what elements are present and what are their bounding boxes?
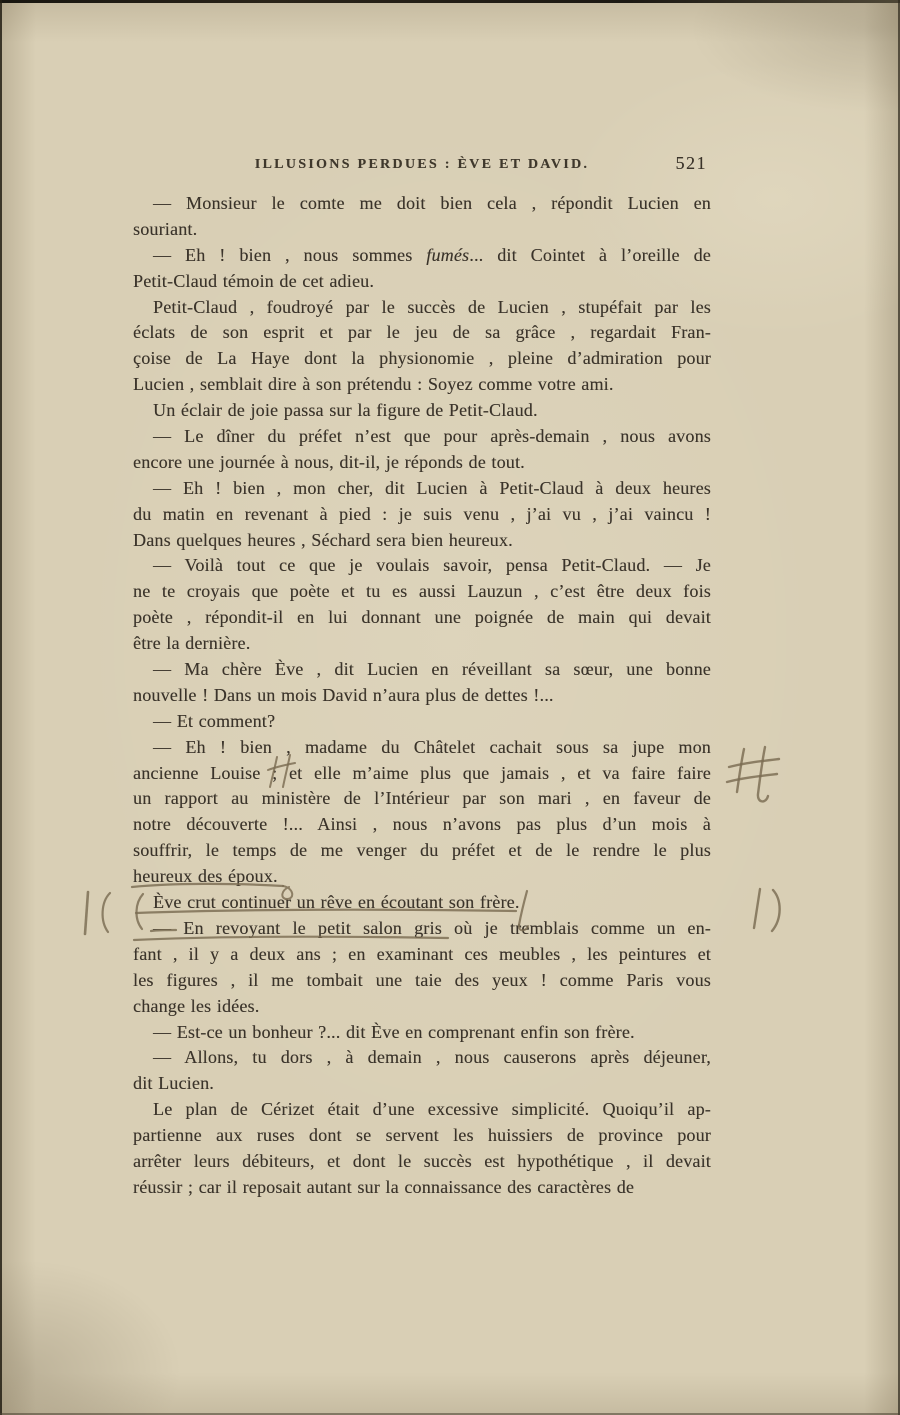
text-line xyxy=(133,450,711,476)
text-segment: — Le dîner du préfet n’est que pour après-demain , nous avons xyxy=(153,426,711,447)
text-line xyxy=(133,968,711,994)
text-segment: Un éclair de joie passa sur la figure de Petit-Claud. xyxy=(153,400,538,421)
scan-edge-top xyxy=(0,0,900,3)
text-line xyxy=(133,502,711,528)
text-segment: — Eh ! bien , nous sommes xyxy=(153,244,427,265)
text-block xyxy=(133,191,711,1201)
text-segment: arrêter leurs débiteurs, et dont le succès est hypothétique , il devait xyxy=(133,1150,711,1171)
italic-text: fumés xyxy=(426,244,470,265)
text-line xyxy=(133,269,711,295)
text-segment: nouvelle ! Dans un mois David n’aura plus de dettes !... xyxy=(133,684,554,705)
page-number: 521 xyxy=(675,153,707,173)
text-segment: Petit-Claud témoin de cet adieu. xyxy=(133,270,375,291)
text-segment: du matin en revenant à pied : je suis venu , j’ai vu , j’ai vaincu ! xyxy=(133,503,711,524)
text-segment: heureux des époux. xyxy=(133,866,278,887)
text-segment: — Est-ce un bonheur ?... dit Ève en comprenant enfin son frère. xyxy=(153,1021,635,1042)
margin-hash-mark-icon xyxy=(727,747,779,801)
text-segment: souriant. xyxy=(133,218,198,239)
text-line xyxy=(133,1149,711,1175)
text-line xyxy=(133,1020,711,1046)
text-segment: ancienne Louise ; et elle m’aime plus que jamais , et va faire faire xyxy=(133,762,711,783)
text-segment: un rapport au ministère de l’Intérieur par son mari , en faveur de xyxy=(133,788,711,809)
text-segment: éclats de son esprit et par le jeu de sa grâce , regardait Fran- xyxy=(133,322,711,343)
text-line xyxy=(133,786,711,812)
text-segment: — Allons, tu dors , à demain , nous causerons après déjeuner, xyxy=(153,1047,711,1068)
text-segment: notre découverte !... Ainsi , nous n’avons pas plus d’un mois à xyxy=(133,814,711,835)
text-segment: — En revoyant le petit salon gris où je tremblais comme un en- xyxy=(153,917,711,938)
text-segment: çoise de La Haye dont la physionomie , pleine d’admiration pour xyxy=(133,348,711,369)
text-line xyxy=(133,295,711,321)
text-line xyxy=(133,631,711,657)
text-segment: être la dernière. xyxy=(133,633,251,654)
left-margin-bar-mark xyxy=(85,892,110,934)
text-line xyxy=(133,735,711,761)
running-title: ILLUSIONS PERDUES : ÈVE ET DAVID. xyxy=(254,157,590,172)
text-segment: Petit-Claud , foudroyé par le succès de Lucien , stupéfait par les xyxy=(153,296,711,317)
text-segment: — Et comment? xyxy=(153,710,276,731)
text-line xyxy=(133,217,711,243)
text-segment: fant , il y a deux ans ; en examinant ces meubles , les peintures et xyxy=(133,943,711,964)
text-segment: ne te croyais que poète et tu es aussi Lauzun , c’est être deux fois xyxy=(133,581,711,602)
text-line xyxy=(133,683,711,709)
text-segment: — Eh ! bien , mon cher, dit Lucien à Petit-Claud à deux heures xyxy=(153,477,711,498)
text-line xyxy=(133,346,711,372)
text-line xyxy=(133,864,711,890)
text-line xyxy=(133,942,711,968)
right-margin-paren-mark xyxy=(754,889,780,931)
text-segment: — Ma chère Ève , dit Lucien en réveillant sa sœur, une bonne xyxy=(153,659,711,680)
text-segment: Dans quelques heures , Séchard sera bien heureux. xyxy=(133,529,513,550)
text-segment: Lucien , semblait dire à son prétendu : Soyez comme votre ami. xyxy=(133,374,614,395)
text-segment: les figures , il me tombait une taie des yeux ! comme Paris vous xyxy=(133,969,711,990)
text-line xyxy=(133,838,711,864)
text-segment: — Monsieur le comte me doit bien cela , répondit Lucien en xyxy=(153,193,711,213)
text-line xyxy=(133,553,711,579)
text-line xyxy=(133,1123,711,1149)
text-line xyxy=(133,709,711,735)
text-line xyxy=(133,476,711,502)
text-segment: souffrir, le temps de me venger du préfet et de le rendre le plus xyxy=(133,840,711,861)
text-line xyxy=(133,890,711,916)
text-segment: change les idées. xyxy=(133,995,260,1016)
text-segment: poète , répondit-il en lui donnant une poignée de main qui devait xyxy=(133,607,711,628)
text-segment: réussir ; car il reposait autant sur la connaissance des caractères de xyxy=(133,1176,635,1197)
running-header xyxy=(133,153,711,183)
text-line xyxy=(133,761,711,787)
text-line xyxy=(133,320,711,346)
text-segment: dit Lucien. xyxy=(133,1073,214,1094)
text-line xyxy=(133,1071,711,1097)
text-line xyxy=(133,1175,711,1201)
text-line xyxy=(133,398,711,424)
text-line xyxy=(133,812,711,838)
text-segment: — Eh ! bien , madame du Châtelet cachait sous sa jupe mon xyxy=(153,736,711,757)
text-segment: ... dit Cointet à l’oreille de xyxy=(469,244,711,265)
text-line xyxy=(133,916,711,942)
text-line xyxy=(133,1045,711,1071)
text-segment: Le plan de Cérizet était d’une excessive simplicité. Quoiqu’il ap- xyxy=(153,1099,711,1120)
text-line xyxy=(133,243,711,269)
text-line xyxy=(133,605,711,631)
text-line xyxy=(133,579,711,605)
text-line xyxy=(133,657,711,683)
text-line xyxy=(133,191,711,217)
text-line xyxy=(133,424,711,450)
text-line xyxy=(133,1097,711,1123)
text-segment: Ève crut continuer un rêve en écoutant son frère. xyxy=(153,892,520,913)
text-segment: encore une journée à nous, dit-il, je réponds de tout. xyxy=(133,451,525,472)
text-line xyxy=(133,994,711,1020)
text-line xyxy=(133,372,711,398)
scan-edge-left xyxy=(0,0,2,1415)
text-line xyxy=(133,528,711,554)
text-segment: partienne aux ruses dont se servent les huissiers de province pour xyxy=(133,1125,711,1146)
text-segment: — Voilà tout ce que je voulais savoir, pensa Petit-Claud. — Je xyxy=(153,555,711,576)
